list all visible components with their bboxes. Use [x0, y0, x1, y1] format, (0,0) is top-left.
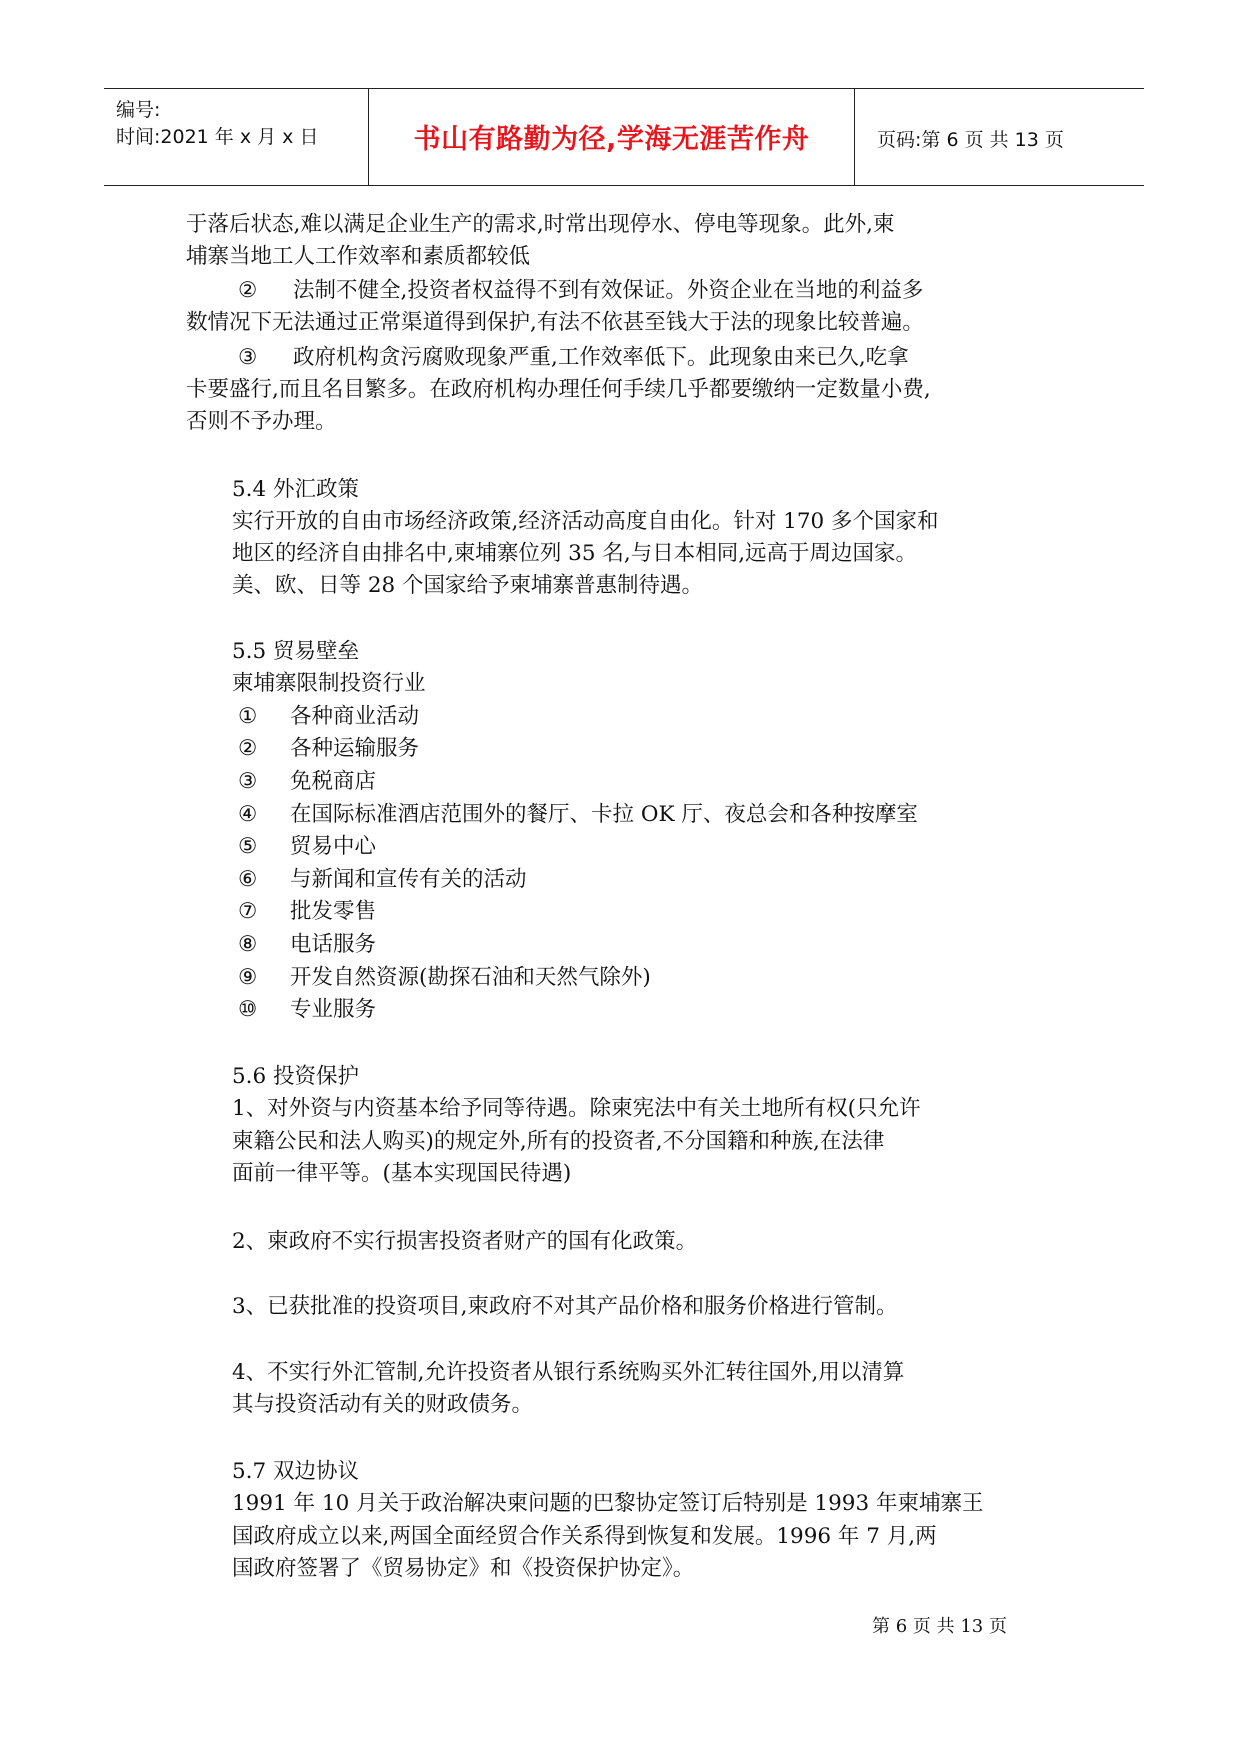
list-number: ⑧ [238, 932, 258, 957]
list-item-text: 开发自然资源(勘探石油和天然气除外) [290, 965, 651, 990]
list-number: ③ [238, 345, 258, 370]
paragraph-line: 法制不健全,投资者权益得不到有效保证。外资企业在当地的利益多 [293, 278, 924, 303]
list-item [238, 934, 376, 956]
header-meta-cell [104, 89, 368, 185]
section-heading: 5.4 外汇政策 [232, 477, 360, 502]
list-item-text: 与新闻和宣传有关的活动 [290, 867, 527, 892]
list-item-text: 贸易中心 [290, 834, 377, 859]
paragraph-line: 政府机构贪污腐败现象严重,工作效率低下。此现象由来已久,吃拿 [293, 345, 909, 370]
paragraph-line: 否则不予办理。 [186, 409, 337, 434]
paragraph-line: 于落后状态,难以满足企业生产的需求,时常出现停水、停电等现象。此外,柬 [186, 212, 895, 237]
list-item [238, 869, 527, 891]
paragraph-line: 3、已获批准的投资项目,柬政府不对其产品价格和服务价格进行管制。 [232, 1294, 898, 1319]
list-item [238, 836, 376, 858]
list-item-text: 免税商店 [290, 769, 377, 794]
paragraph-line: 其与投资活动有关的财政债务。 [232, 1392, 534, 1417]
paragraph-line: 柬籍公民和法人购买)的规定外,所有的投资者,不分国籍和种族,在法律 [232, 1129, 885, 1154]
list-number: ③ [238, 769, 258, 794]
list-item-text: 专业服务 [290, 997, 377, 1022]
list-item [238, 901, 376, 923]
paragraph-line: 卡要盛行,而且名目繁多。在政府机构办理任何手续几乎都要缴纳一定数量小费, [186, 377, 931, 402]
list-number: ⑩ [238, 997, 258, 1022]
document-time-label: 时间:2021 年 x 月 x 日 [116, 126, 319, 148]
paragraph-line: 4、不实行外汇管制,允许投资者从银行系统购买外汇转往国外,用以清算 [232, 1360, 905, 1385]
list-number: ⑥ [238, 867, 258, 892]
list-item [238, 804, 918, 826]
section-heading: 5.5 贸易壁垒 [232, 639, 360, 664]
paragraph-line: 数情况下无法通过正常渠道得到保护,有法不依甚至钱大于法的现象比较普遍。 [186, 310, 924, 335]
paragraph-line: 1991 年 10 月关于政治解决柬问题的巴黎协定签订后特别是 1993 年柬埔寨王 [232, 1491, 984, 1516]
footer-page-number: 第 6 页 共 13 页 [872, 1616, 1007, 1637]
paragraph-line: 面前一律平等。(基本实现国民待遇) [232, 1161, 572, 1186]
paragraph-line: 埔寨当地工人工作效率和素质都较低 [186, 244, 531, 269]
list-number: ⑤ [238, 834, 258, 859]
list-item [238, 999, 376, 1021]
paragraph-line: 国政府签署了《贸易协定》和《投资保护协定》。 [232, 1556, 695, 1581]
list-item-text: 批发零售 [290, 899, 377, 924]
list-item-text: 各种商业活动 [290, 704, 420, 729]
list-number: ⑦ [238, 899, 258, 924]
page-header [104, 88, 1144, 186]
list-item [238, 771, 376, 793]
section-heading: 5.6 投资保护 [232, 1064, 360, 1089]
header-page-number: 页码:第 6 页 共 13 页 [877, 129, 1064, 151]
list-item [238, 738, 419, 760]
header-page-cell [853, 89, 1144, 185]
list-item-text: 在国际标准酒店范围外的餐厅、卡拉 OK 厅、夜总会和各种按摩室 [290, 802, 918, 827]
paragraph-line: 1、对外资与内资基本给予同等待遇。除柬宪法中有关土地所有权(只允许 [232, 1096, 921, 1121]
section-heading: 5.7 双边协议 [232, 1459, 360, 1484]
list-item [238, 967, 651, 989]
list-number: ④ [238, 802, 258, 827]
header-slogan: 书山有路勤为径,学海无涯苦作舟 [413, 124, 810, 155]
document-number-label: 编号: [116, 99, 161, 121]
paragraph-line: 地区的经济自由排名中,柬埔寨位列 35 名,与日本相同,远高于周边国家。 [232, 541, 918, 566]
paragraph-line: 2、柬政府不实行损害投资者财产的国有化政策。 [232, 1229, 698, 1254]
paragraph-line: 柬埔寨限制投资行业 [232, 671, 426, 696]
list-item [238, 706, 419, 728]
list-number: ② [238, 278, 258, 303]
list-item-text: 电话服务 [290, 932, 377, 957]
list-item-text: 各种运输服务 [290, 736, 420, 761]
paragraph-line: 美、欧、日等 28 个国家给予柬埔寨普惠制待遇。 [232, 573, 704, 598]
list-number: ⑨ [238, 965, 258, 990]
header-slogan-cell [368, 89, 855, 185]
list-number: ① [238, 704, 258, 729]
paragraph-line: 实行开放的自由市场经济政策,经济活动高度自由化。针对 170 多个国家和 [232, 509, 939, 534]
paragraph-line: 国政府成立以来,两国全面经贸合作关系得到恢复和发展。1996 年 7 月,两 [232, 1524, 937, 1549]
list-number: ② [238, 736, 258, 761]
